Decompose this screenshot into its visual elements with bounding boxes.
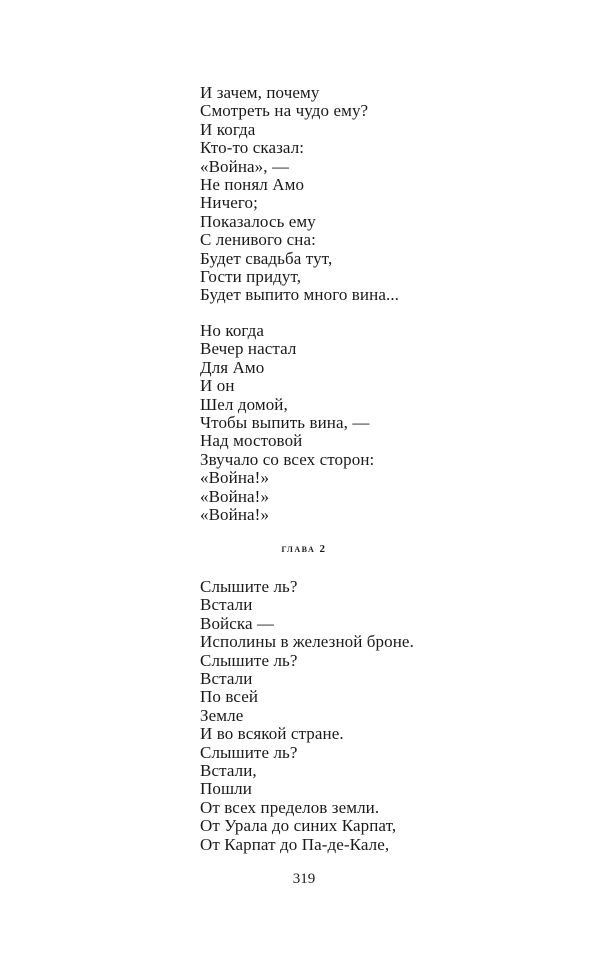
stanza-1	[200, 84, 399, 305]
verse-line: И зачем, почему	[200, 83, 320, 102]
stanza-2	[200, 322, 374, 524]
verse-line: Показалось ему	[200, 211, 316, 231]
verse-line: Слышите ль?	[200, 577, 298, 596]
verse-line: Над мостовой	[200, 431, 303, 451]
verse-line: От Карпат до Па-де-Кале,	[200, 834, 390, 854]
verse-line: Будет свадьба тут,	[200, 248, 333, 268]
verse-line: Пошли	[200, 779, 252, 799]
verse-line: Земле	[200, 705, 244, 725]
verse-line: Слышите ль?	[200, 650, 298, 670]
verse-line: И он	[200, 376, 235, 396]
verse-line: Чтобы выпить вина, —	[200, 413, 370, 433]
verse-line: Звучало со всех сторон:	[200, 449, 375, 469]
verse-line: Встали,	[200, 761, 257, 781]
verse-line: «Война!»	[200, 486, 270, 506]
verse-line: Гости придут,	[200, 267, 302, 287]
verse-line: Шел домой,	[200, 394, 288, 414]
verse-line: «Война!»	[200, 468, 270, 488]
verse-line: Слышите ль?	[200, 742, 298, 762]
verse-line: Смотреть на чудо ему?	[200, 101, 369, 121]
verse-line: Войска —	[200, 613, 275, 633]
verse-line: «Война!»	[200, 505, 270, 525]
verse-line: Кто-то сказал:	[200, 138, 305, 158]
chapter-heading: глава 2	[281, 543, 327, 555]
verse-line: И когда	[200, 119, 256, 139]
verse-line: И во всякой стране.	[200, 724, 344, 744]
verse-line: Ничего;	[200, 193, 258, 213]
verse-line: Для Амо	[200, 357, 265, 377]
verse-line: Будет выпито много вина...	[200, 285, 400, 305]
page-number: 319	[292, 871, 316, 887]
verse-line: Но когда	[200, 321, 265, 340]
verse-line: Вечер настал	[200, 339, 297, 359]
verse-line: От всех пределов земли.	[200, 797, 380, 817]
verse-line: По всей	[200, 687, 259, 707]
verse-line: Не понял Амо	[200, 175, 305, 195]
verse-line: От Урала до синих Карпат,	[200, 816, 397, 836]
verse-line: С ленивого сна:	[200, 230, 316, 250]
stanza-3	[200, 578, 414, 854]
verse-line: Встали	[200, 595, 253, 615]
verse-line: Встали	[200, 669, 253, 689]
verse-line: Исполины в железной броне.	[200, 632, 414, 652]
verse-line: «Война», —	[200, 156, 290, 176]
